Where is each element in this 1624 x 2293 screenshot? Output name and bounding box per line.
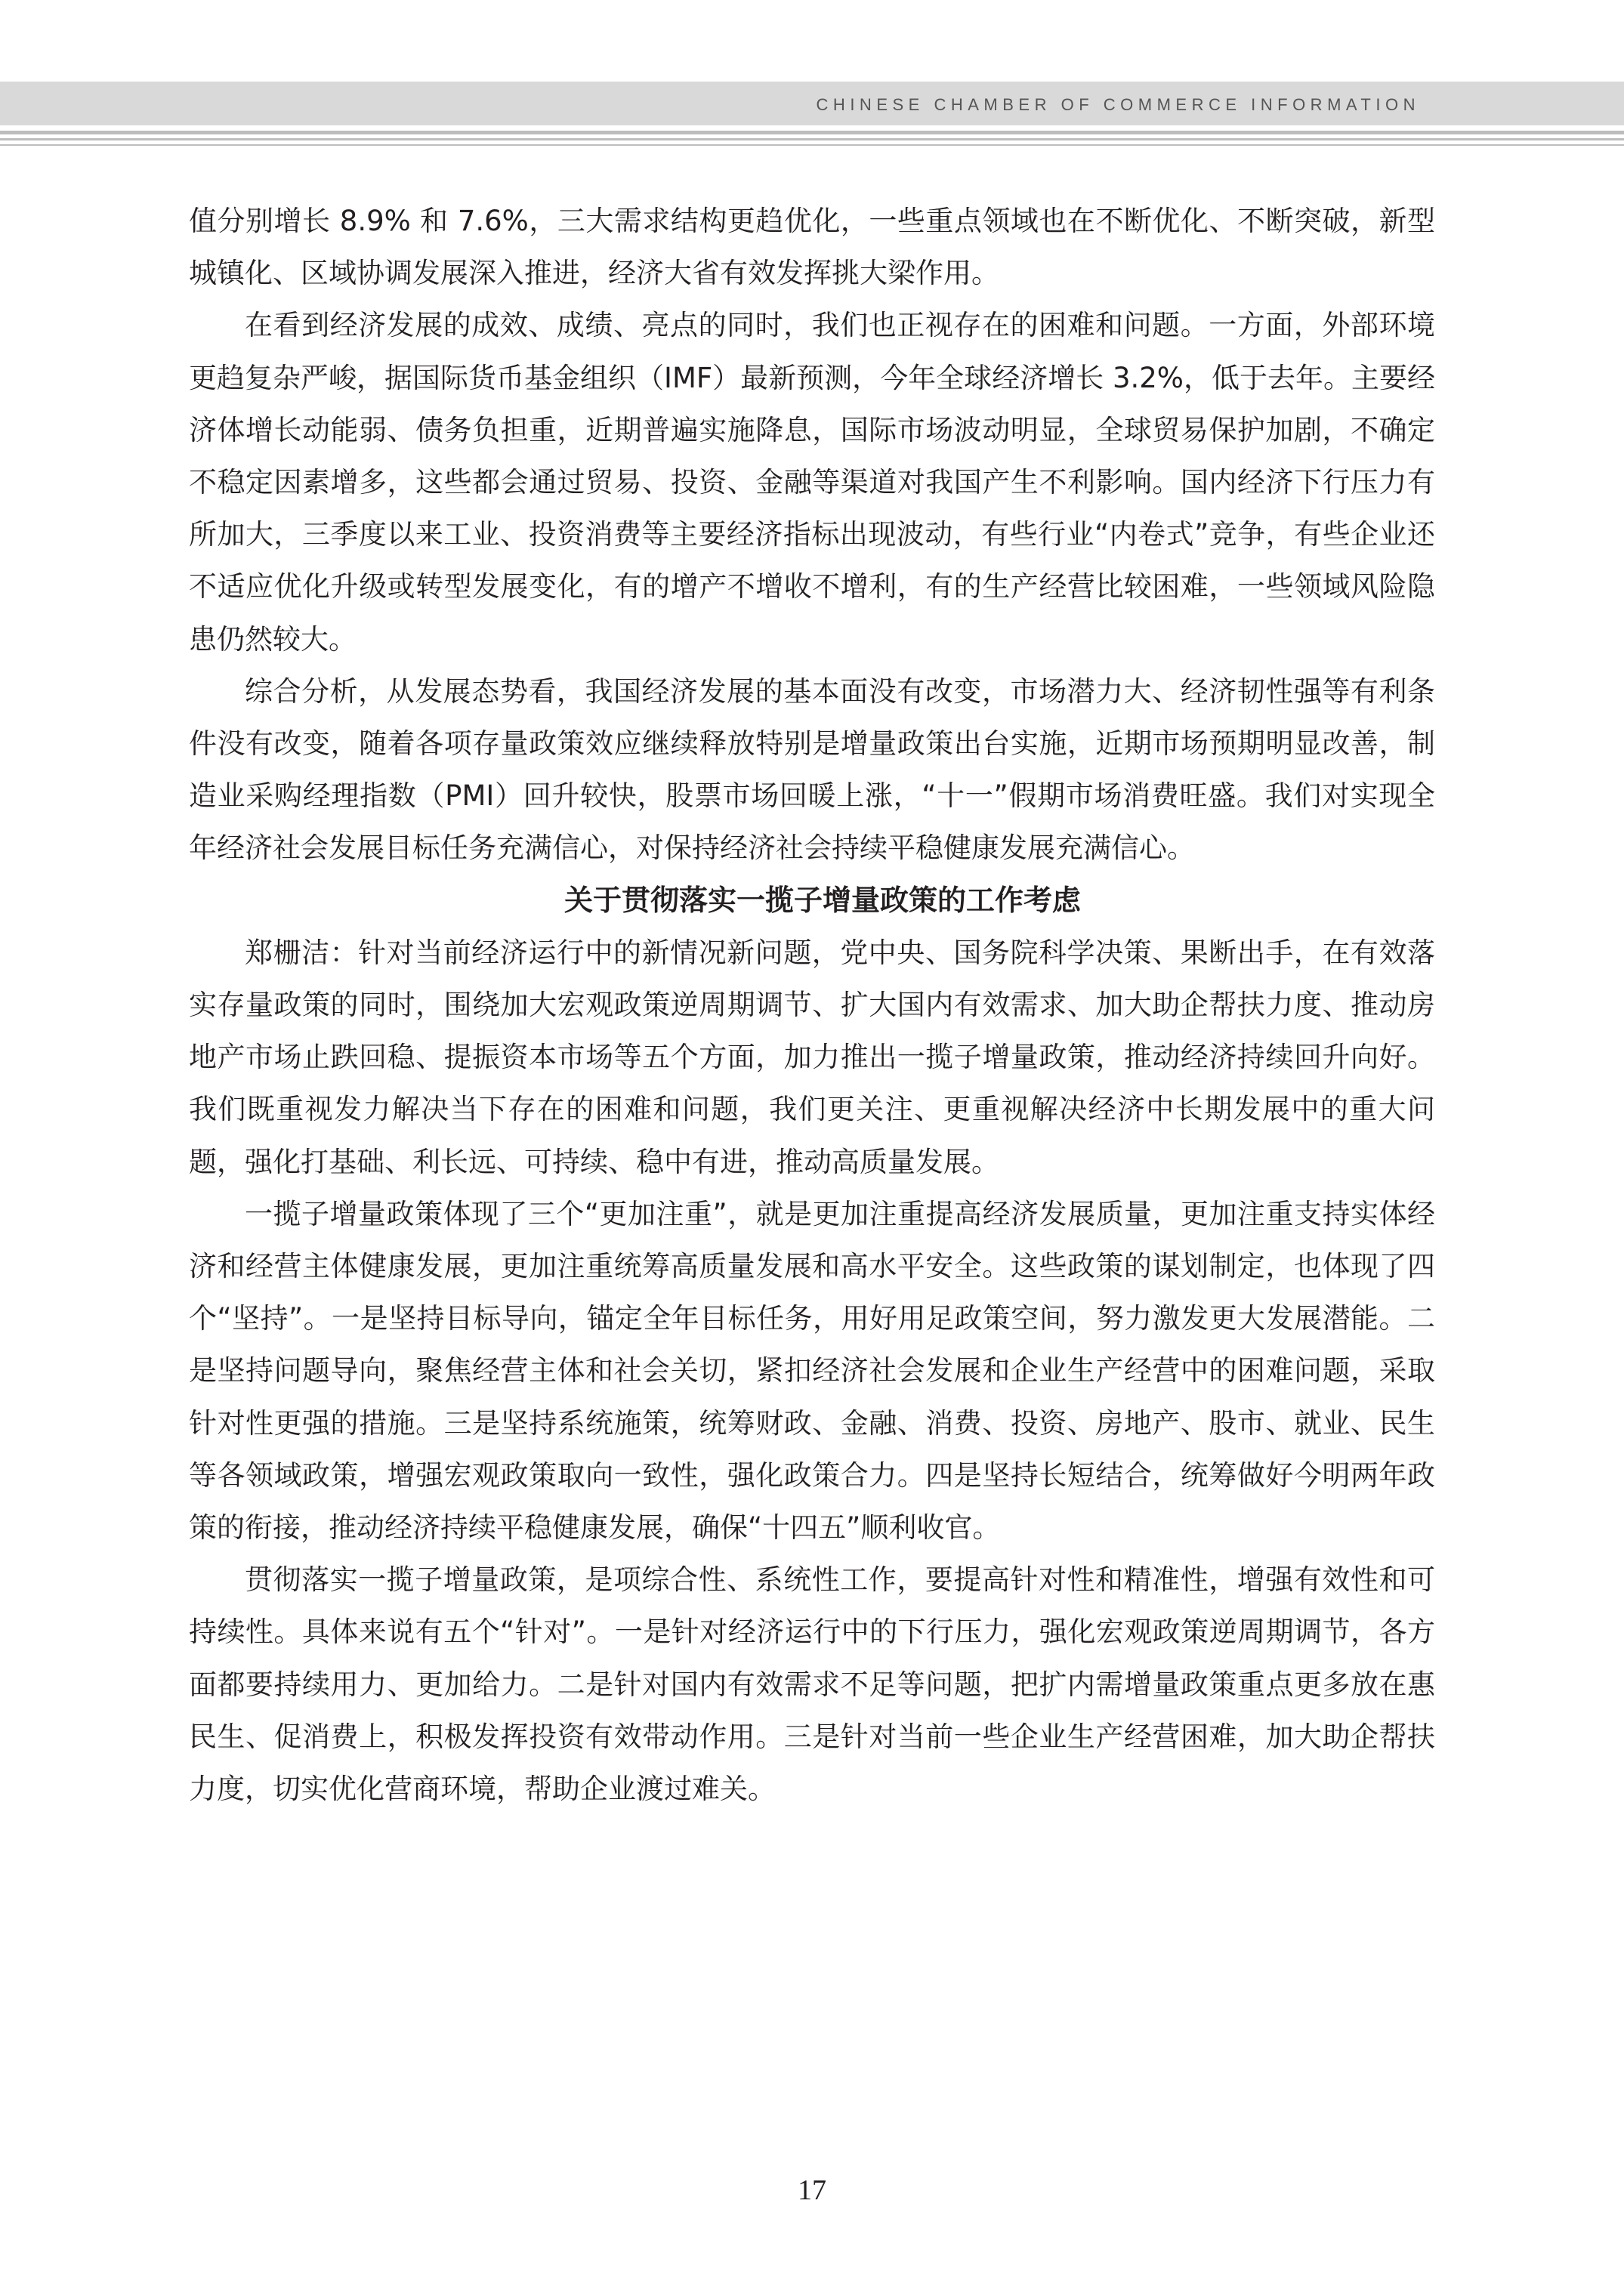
section-heading: 关于贯彻落实一揽子增量政策的工作考虑: [563, 883, 1081, 917]
paragraph: 郑栅洁：针对当前经济运行中的新情况新问题，党中央、国务院科学决策、果断出手，在有效落实存量政策的同时，围绕加大宏观政策逆周期调节、扩大国内有效需求、加大助企帮扶力度、推动房地产市场止跌回稳、提振资本市场等五个方面，加力推出一揽子增量政策，推动经济持续回升向好。我们既重视发力解决当下存在的困难和问题，我们更关注、更重视解决经济中长期发展中的重大问题，强化打基础、利长远、可持续、稳中有进，推动高质量发展。: [189, 936, 1435, 1178]
paragraph: 贯彻落实一揽子增量政策，是项综合性、系统性工作，要提高针对性和精准性，增强有效性和可持续性。具体来说有五个“针对”。一是针对经济运行中的下行压力，强化宏观政策逆周期调节，各方面都要持续用力、更加给力。二是针对国内有效需求不足等问题，把扩内需增量政策重点更多放在惠民生、促消费上，积极发挥投资有效带动作用。三是针对当前一些企业生产经营困难，加大助企帮扶力度，切实优化营商环境，帮助企业渡过难关。: [189, 1563, 1435, 1806]
running-title: CHINESE CHAMBER OF COMMERCE INFORMATION: [816, 95, 1420, 114]
paragraph: 一揽子增量政策体现了三个“更加注重”，就是更加注重提高经济发展质量，更加注重支持实体经济和经营主体健康发展，更加注重统筹高质量发展和高水平安全。这些政策的谋划制定，也体现了四个“坚持”。一是坚持目标导向，锚定全年目标任务，用好用足政策空间，努力激发更大发展潜能。二是坚持问题导向，聚焦经营主体和社会关切，紧扣经济社会发展和企业生产经营中的困难问题，采取针对性更强的措施。三是坚持系统施策，统筹财政、金融、消费、投资、房地产、股市、就业、民生等各领域政策，增强宏观政策取向一致性，强化政策合力。四是坚持长短结合，统筹做好今明两年政策的衔接，推动经济持续平稳健康发展，确保“十四五”顺利收官。: [189, 1197, 1435, 1545]
header-rule: [0, 144, 1624, 146]
article-body: [189, 195, 1435, 1815]
paragraph: 在看到经济发展的成效、成绩、亮点的同时，我们也正视存在的困难和问题。一方面，外部环境更趋复杂严峻，据国际货币基金组织（IMF）最新预测，今年全球经济增长 3.2%，低于去年。主要经济体增长动能弱、债务负担重，近期普遍实施降息，国际市场波动明显，全球贸易保护加剧，不确定不稳定因素增多，这些都会通过贸易、投资、金融等渠道对我国产生不利影响。国内经济下行压力有所加大，三季度以来工业、投资消费等主要经济指标出现波动，有些行业“内卷式”竞争，有些企业还不适应优化升级或转型发展变化，有的增产不增收不增利，有的生产经营比较困难，一些领域风险隐患仍然较大。: [189, 309, 1435, 656]
page-number: 17: [798, 2174, 826, 2206]
paragraph-continued: 值分别增长 8.9% 和 7.6%，三大需求结构更趋优化，一些重点领域也在不断优化、不断突破，新型城镇化、区域协调发展深入推进，经济大省有效发挥挑大梁作用。: [189, 205, 1435, 290]
header-rule: [0, 138, 1624, 140]
header-rule: [0, 131, 1624, 134]
paragraph: 综合分析，从发展态势看，我国经济发展的基本面没有改变，市场潜力大、经济韧性强等有利条件没有改变，随着各项存量政策效应继续释放特别是增量政策出台实施，近期市场预期明显改善，制造业采购经理指数（PMI）回升较快，股票市场回暖上涨，“十一”假期市场消费旺盛。我们对实现全年经济社会发展目标任务充满信心，对保持经济社会持续平稳健康发展充满信心。: [189, 674, 1435, 865]
